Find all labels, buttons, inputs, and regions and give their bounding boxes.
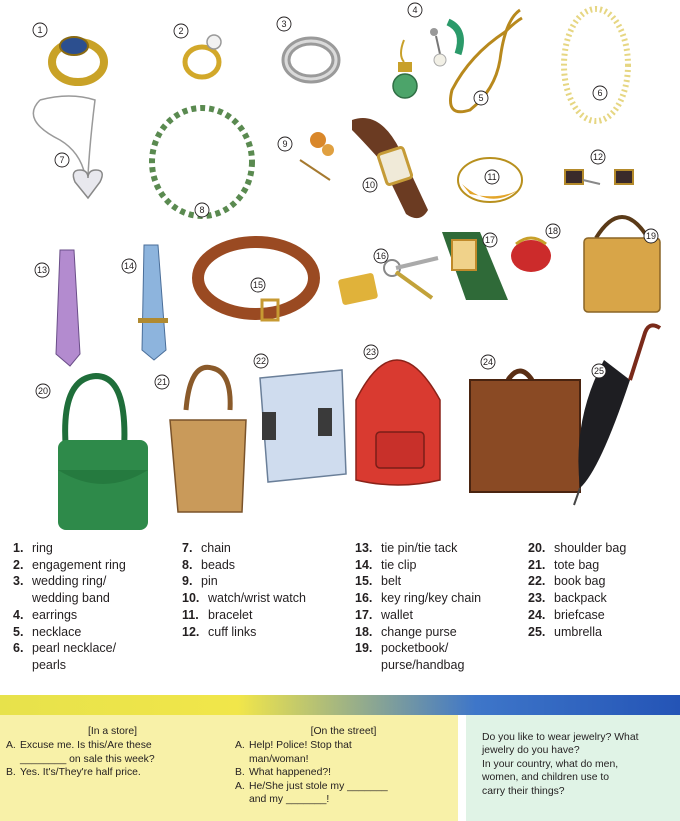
entry-term: necklace — [32, 624, 82, 639]
item-number-label: 19 — [645, 231, 657, 241]
entry-term: tie clip — [381, 557, 417, 572]
dialogue-line — [235, 780, 452, 793]
dialogue-line — [6, 739, 219, 752]
dialogue-text: He/She just stole my _______ — [249, 780, 388, 792]
item-number-label: 10 — [364, 180, 376, 190]
vocabulary-entry — [13, 573, 126, 590]
entry-term: pearl necklace/ — [32, 641, 117, 656]
entry-number: 3. — [13, 574, 24, 589]
vocabulary-entry — [13, 607, 126, 624]
dialogue-line — [235, 766, 452, 779]
entry-term: wallet — [381, 607, 413, 622]
vocabulary-column-4 — [528, 540, 626, 640]
item-number-2 — [174, 24, 188, 38]
entry-number: 19. — [355, 641, 373, 656]
tie-clip-illustration — [138, 245, 168, 360]
item-number-9 — [278, 137, 292, 151]
entry-term: pearls — [32, 657, 67, 672]
entry-number: 20. — [528, 541, 546, 555]
item-number-label: 5 — [478, 93, 484, 103]
vocabulary-entry — [355, 640, 481, 657]
entry-number: 11. — [182, 607, 199, 622]
street-dialogue-panel — [225, 715, 458, 821]
dialogue-text: What happened?! — [249, 767, 332, 779]
item-number-5 — [474, 91, 488, 105]
item-number-10 — [363, 178, 377, 192]
entry-term: pocketbook/ — [381, 641, 449, 656]
dialogue-text: ________ on sale this week? — [20, 753, 155, 765]
item-number-label: 7 — [59, 155, 65, 165]
item-number-label: 2 — [178, 26, 184, 36]
vocabulary-entry — [528, 557, 626, 574]
speaker-label — [6, 753, 20, 766]
entry-term: tie pin/tie tack — [381, 541, 458, 555]
item-number-label: 15 — [252, 280, 264, 290]
vocabulary-entry — [182, 624, 306, 641]
chain-illustration — [33, 96, 102, 198]
wedding-ring-illustration — [286, 41, 336, 79]
vocabulary-entry — [13, 557, 126, 574]
item-number-label: 3 — [281, 19, 287, 29]
tote-bag-illustration — [170, 367, 246, 512]
item-number-6 — [593, 86, 607, 100]
entry-number: 7. — [182, 541, 193, 555]
vocabulary-entry — [528, 573, 626, 590]
entry-number: 15. — [355, 574, 373, 589]
change-purse-illustration — [511, 238, 551, 272]
item-number-label: 9 — [282, 139, 288, 149]
vocabulary-entry — [528, 590, 626, 607]
entry-term: change purse — [381, 624, 457, 639]
entry-term: bracelet — [208, 607, 253, 622]
item-number-label: 18 — [547, 226, 559, 236]
item-number-label: 12 — [592, 152, 604, 162]
entry-number: 16. — [355, 591, 373, 606]
entry-number: 21. — [528, 557, 546, 572]
entry-number: 13. — [355, 541, 373, 555]
entry-term: beads — [201, 557, 236, 572]
dialogue-line — [235, 739, 452, 752]
speaker-label: A. — [6, 740, 16, 752]
dialogue-line — [235, 793, 452, 806]
entry-number: 25. — [528, 624, 546, 639]
item-number-24 — [481, 355, 495, 369]
item-number-15 — [251, 278, 265, 292]
vocabulary-entry — [355, 573, 481, 590]
item-number-20 — [36, 384, 50, 398]
entry-term: purse/handbag — [381, 657, 465, 672]
item-number-17 — [483, 233, 497, 247]
item-number-label: 8 — [199, 205, 205, 215]
vocabulary-entry — [13, 640, 126, 657]
vocabulary-entry — [13, 624, 126, 641]
entry-number: 4. — [13, 607, 24, 622]
key-ring-illustration — [338, 258, 438, 305]
vocabulary-column-2 — [182, 540, 306, 640]
item-number-label: 21 — [156, 377, 168, 387]
entry-term: wedding band — [32, 591, 110, 606]
dialogue-line — [235, 753, 452, 766]
pin-illustration — [300, 132, 334, 180]
book-bag-illustration — [260, 370, 346, 482]
question-line: In your country, what do men, — [482, 758, 619, 770]
dialogue-text: Help! Police! Stop that — [249, 740, 352, 752]
item-number-19 — [644, 229, 658, 243]
entry-number: 24. — [528, 607, 546, 622]
item-number-label: 11 — [487, 172, 497, 182]
entry-number: 18. — [355, 624, 373, 639]
item-number-label: 23 — [365, 347, 377, 357]
beads-illustration — [152, 108, 252, 216]
vocabulary-entry — [355, 607, 481, 624]
tie-illustration — [56, 250, 80, 366]
entry-number: 12. — [182, 624, 200, 639]
entry-term: watch/wrist watch — [208, 591, 306, 606]
entry-number: 9. — [182, 574, 193, 589]
item-number-14 — [122, 259, 136, 273]
entry-term: shoulder bag — [554, 541, 627, 555]
vocabulary-entry — [355, 540, 481, 557]
vocabulary-column-1 — [13, 540, 126, 674]
pearl-necklace-illustration — [564, 9, 628, 121]
briefcase-illustration — [470, 371, 580, 492]
speaker-label: A. — [235, 780, 245, 792]
entry-indent — [13, 657, 32, 674]
watch-illustration — [352, 118, 428, 218]
question-line: jewelry do you have? — [482, 745, 580, 757]
dialogue-text: Yes. It's/They're half price. — [20, 767, 141, 779]
vocabulary-entry — [182, 590, 306, 607]
item-number-25 — [592, 364, 606, 378]
item-number-16 — [374, 249, 388, 263]
engagement-ring-illustration — [185, 35, 221, 77]
entry-term: earrings — [32, 607, 78, 622]
item-number-label: 25 — [593, 366, 605, 376]
item-number-label: 4 — [412, 5, 418, 15]
speaker-label: A. — [235, 740, 245, 752]
item-number-label: 6 — [597, 88, 603, 98]
speaker-label: B. — [6, 767, 16, 779]
entry-term: backpack — [554, 591, 607, 606]
vocabulary-entry — [355, 557, 481, 574]
entry-term: umbrella — [554, 624, 602, 639]
shoulder-bag-illustration — [58, 376, 148, 530]
umbrella-illustration — [574, 325, 660, 505]
item-number-3 — [277, 17, 291, 31]
entry-term: pin — [201, 574, 218, 589]
discussion-questions-panel — [466, 715, 680, 821]
item-number-18 — [546, 224, 560, 238]
item-number-label: 17 — [484, 235, 496, 245]
vocabulary-entry — [182, 540, 306, 557]
entry-number: 23. — [528, 591, 546, 606]
dialogue-text: man/woman! — [249, 753, 309, 765]
vocabulary-entry — [182, 607, 306, 624]
entry-term: belt — [381, 574, 402, 589]
item-number-23 — [364, 345, 378, 359]
item-number-label: 13 — [36, 265, 48, 275]
entry-indent — [355, 657, 381, 674]
entry-term: wedding ring/ — [32, 574, 107, 589]
dialogue-text: Excuse me. Is this/Are these — [20, 740, 152, 752]
speaker-label: B. — [235, 767, 245, 779]
question-line: carry their things? — [482, 785, 565, 797]
question-line: Do you like to wear jewelry? What — [482, 732, 639, 743]
entry-term: book bag — [554, 574, 606, 589]
entry-number: 10. — [182, 591, 200, 606]
color-band — [0, 695, 680, 715]
item-number-8 — [195, 203, 209, 217]
entry-number: 5. — [13, 624, 24, 639]
item-number-7 — [55, 153, 69, 167]
entry-term: ring — [32, 541, 53, 555]
vocabulary-entry — [528, 607, 626, 624]
entry-term: tote bag — [554, 557, 600, 572]
item-number-22 — [254, 354, 268, 368]
item-number-label: 14 — [123, 261, 135, 271]
entry-term: key ring/key chain — [381, 591, 482, 606]
item-number-label: 20 — [37, 386, 49, 396]
item-number-12 — [591, 150, 605, 164]
entry-indent — [13, 590, 32, 607]
item-number-21 — [155, 375, 169, 389]
item-number-label: 24 — [482, 357, 494, 367]
question-line: women, and children use to — [482, 772, 610, 784]
entry-number: 1. — [13, 541, 24, 555]
entry-term: cuff links — [208, 624, 257, 639]
vocabulary-entry — [528, 624, 626, 641]
item-number-1 — [33, 23, 47, 37]
vocabulary-entry — [355, 657, 481, 674]
wallet-illustration — [442, 232, 508, 300]
vocabulary-entry — [182, 557, 306, 574]
dialogue-line — [6, 753, 219, 766]
entry-term: chain — [201, 541, 231, 555]
entry-term: briefcase — [554, 607, 605, 622]
vocabulary-entry — [355, 590, 481, 607]
entry-number: 22. — [528, 574, 546, 589]
vocabulary-entry — [355, 624, 481, 641]
entry-number: 8. — [182, 557, 193, 572]
dialogue-line — [6, 766, 219, 779]
vocabulary-entry — [13, 540, 126, 557]
vocabulary-entry — [13, 657, 126, 674]
dialogue-text: and my _______! — [249, 794, 330, 806]
cuff-links-illustration — [565, 170, 633, 184]
earrings-illustration — [393, 22, 460, 98]
item-number-13 — [35, 263, 49, 277]
item-number-11 — [485, 170, 499, 184]
item-number-label: 16 — [375, 251, 387, 261]
store-dialogue-panel — [0, 715, 225, 821]
entry-number: 17. — [355, 607, 373, 622]
speaker-label — [235, 753, 249, 766]
entry-number: 6. — [13, 641, 24, 656]
entry-number: 2. — [13, 557, 24, 572]
store-dialogue-header: [In a store] — [87, 726, 138, 737]
item-number-label: 22 — [255, 356, 267, 366]
entry-number: 14. — [355, 557, 373, 572]
ring-illustration — [52, 37, 104, 82]
street-dialogue-header: [On the street] — [310, 726, 377, 737]
vocabulary-entry — [13, 590, 126, 607]
item-number-label: 1 — [37, 25, 43, 35]
entry-term: engagement ring — [32, 557, 126, 572]
vocabulary-entry — [528, 540, 626, 557]
backpack-illustration — [356, 360, 440, 485]
vocabulary-entry — [182, 573, 306, 590]
item-number-4 — [408, 3, 422, 17]
vocabulary-column-3 — [355, 540, 481, 674]
speaker-label — [235, 793, 249, 806]
